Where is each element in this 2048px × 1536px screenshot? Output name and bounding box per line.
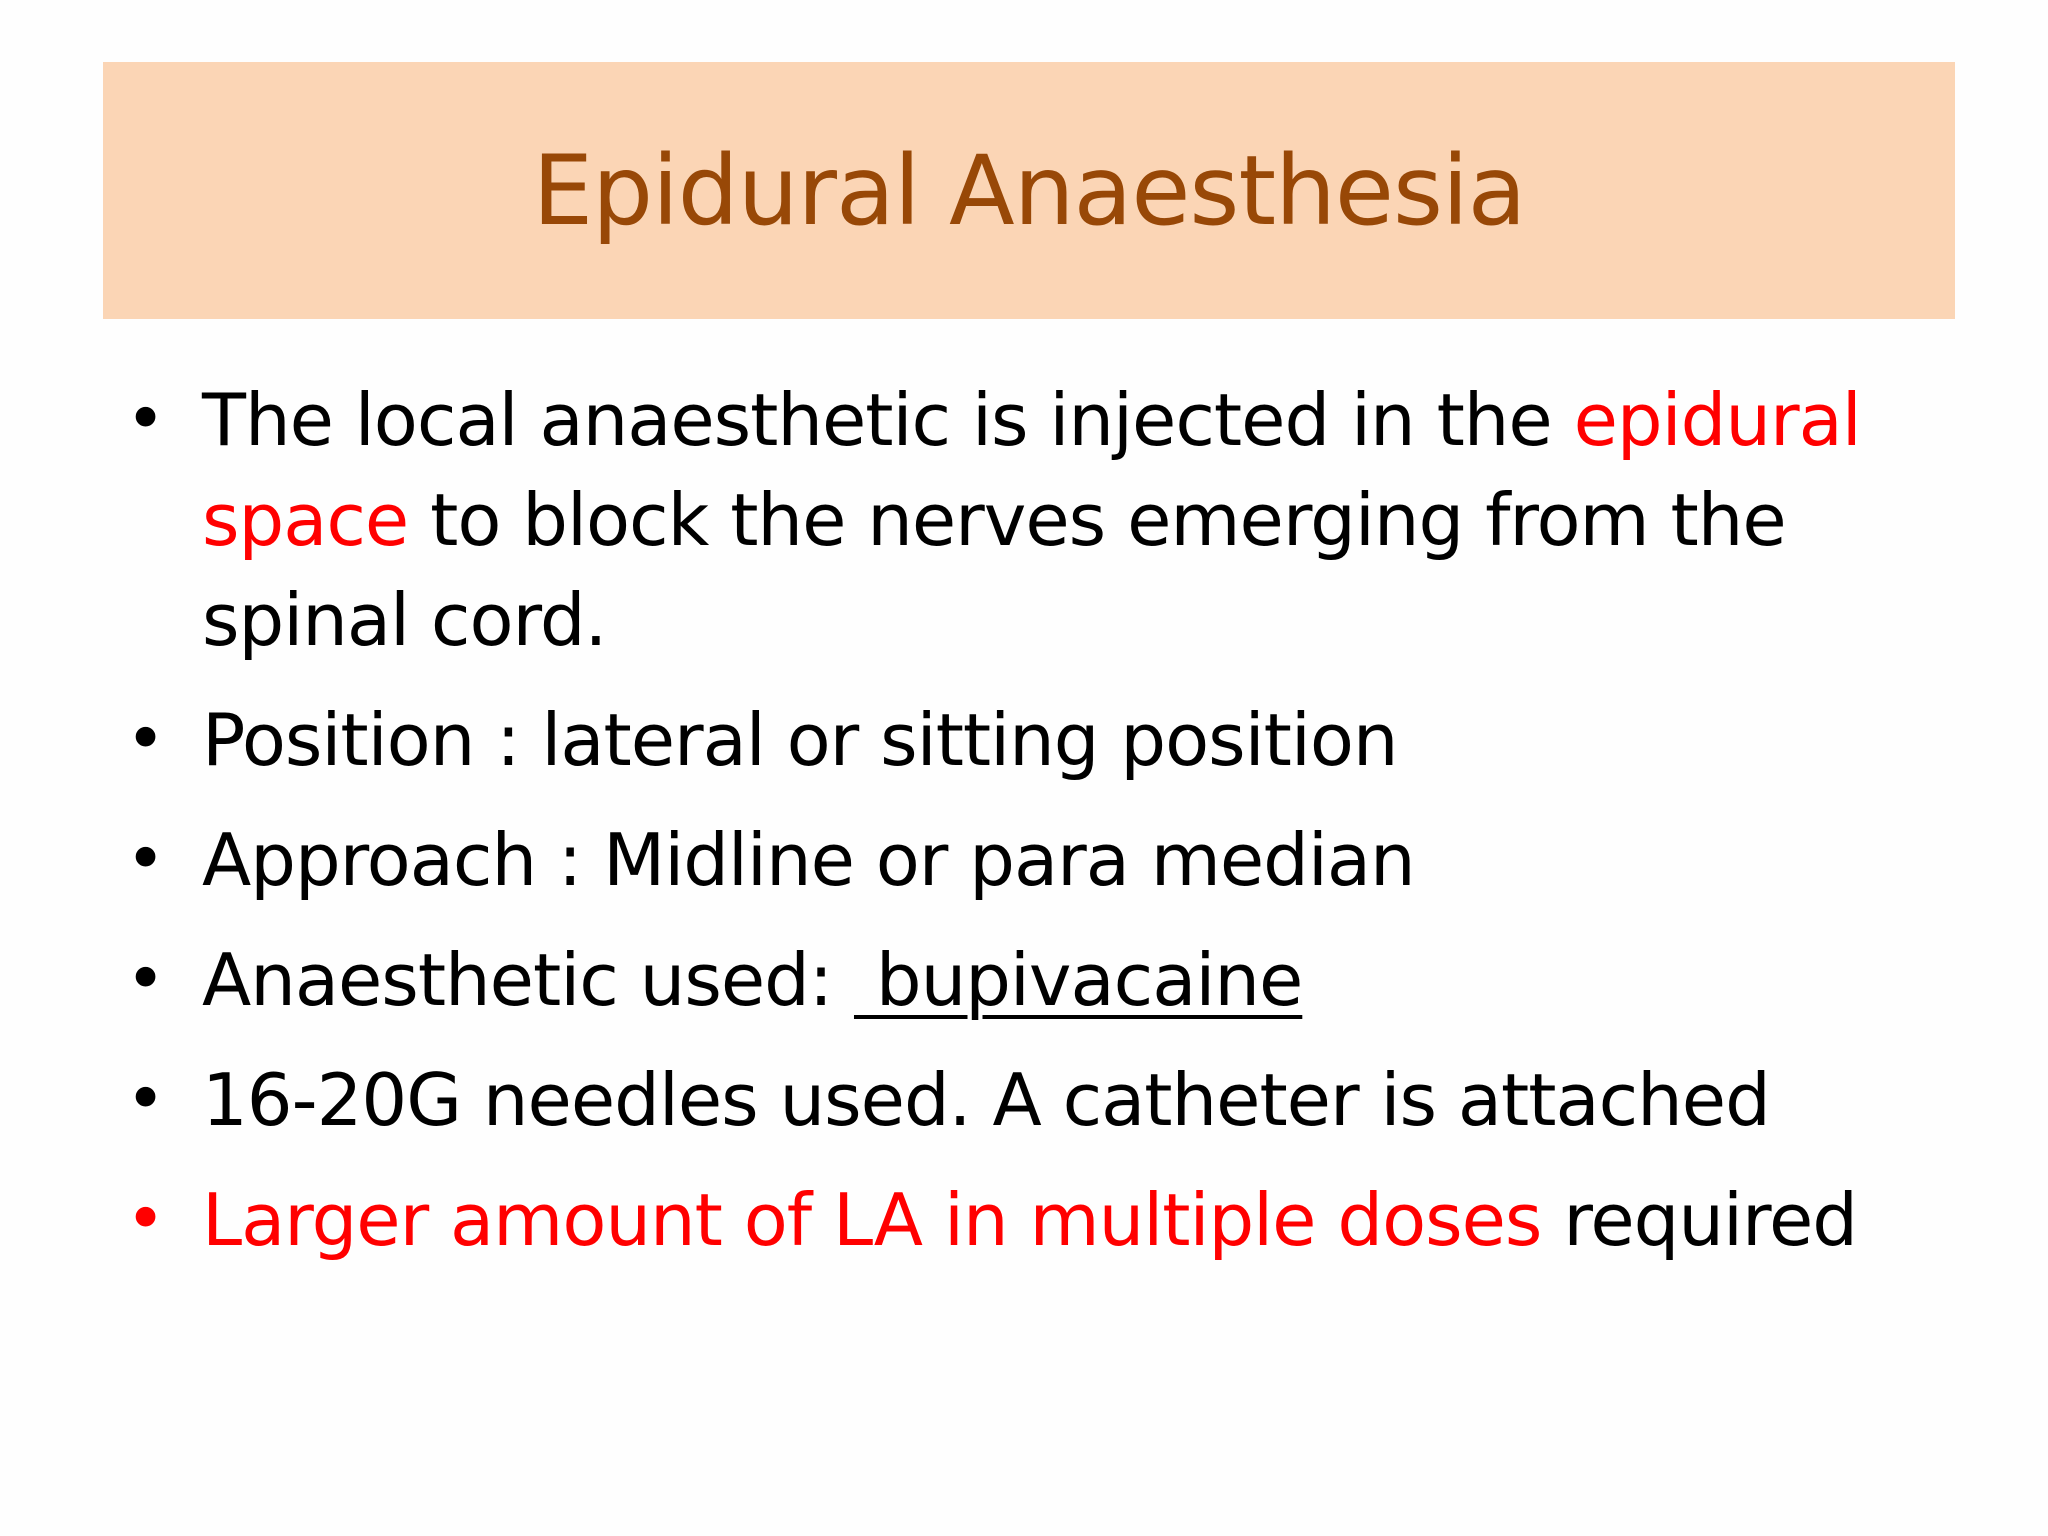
bullet-text: 16-20G needles used. A catheter is attached [202,1058,1770,1142]
bullet-item-doses [120,1170,1920,1270]
bullet-marker: • [125,1060,165,1139]
bullet-marker: • [125,820,165,899]
highlight-larger-amount: Larger amount of LA in multiple doses [202,1178,1542,1262]
bullet-marker: • [125,1180,165,1259]
bullet-text: to block the nerves emerging from the spinal cord. [202,478,1786,662]
bullet-text: Position : lateral or sitting position [202,698,1398,782]
bullet-item-position [120,690,1920,790]
bullet-item-injection [120,370,1920,670]
slide-title: Epidural Anaesthesia [532,134,1526,247]
title-band [103,62,1955,319]
bullet-item-approach [120,810,1920,910]
bullet-item-needles [120,1050,1920,1150]
underlined-bupivacaine: bupivacaine [853,938,1303,1022]
bullet-text: Approach : Midline or para median [202,818,1415,902]
bullet-list [120,370,1920,1290]
bullet-text: The local anaesthetic is injected in the [202,378,1574,462]
bullet-text: Anaesthetic used: [202,938,854,1022]
bullet-marker: • [125,700,165,779]
highlight-epidural-space: epidural space [202,378,1861,562]
bullet-marker: • [125,940,165,1019]
bullet-text: required [1541,1178,1857,1262]
bullet-marker: • [125,380,165,459]
bullet-item-anaesthetic [120,930,1920,1030]
